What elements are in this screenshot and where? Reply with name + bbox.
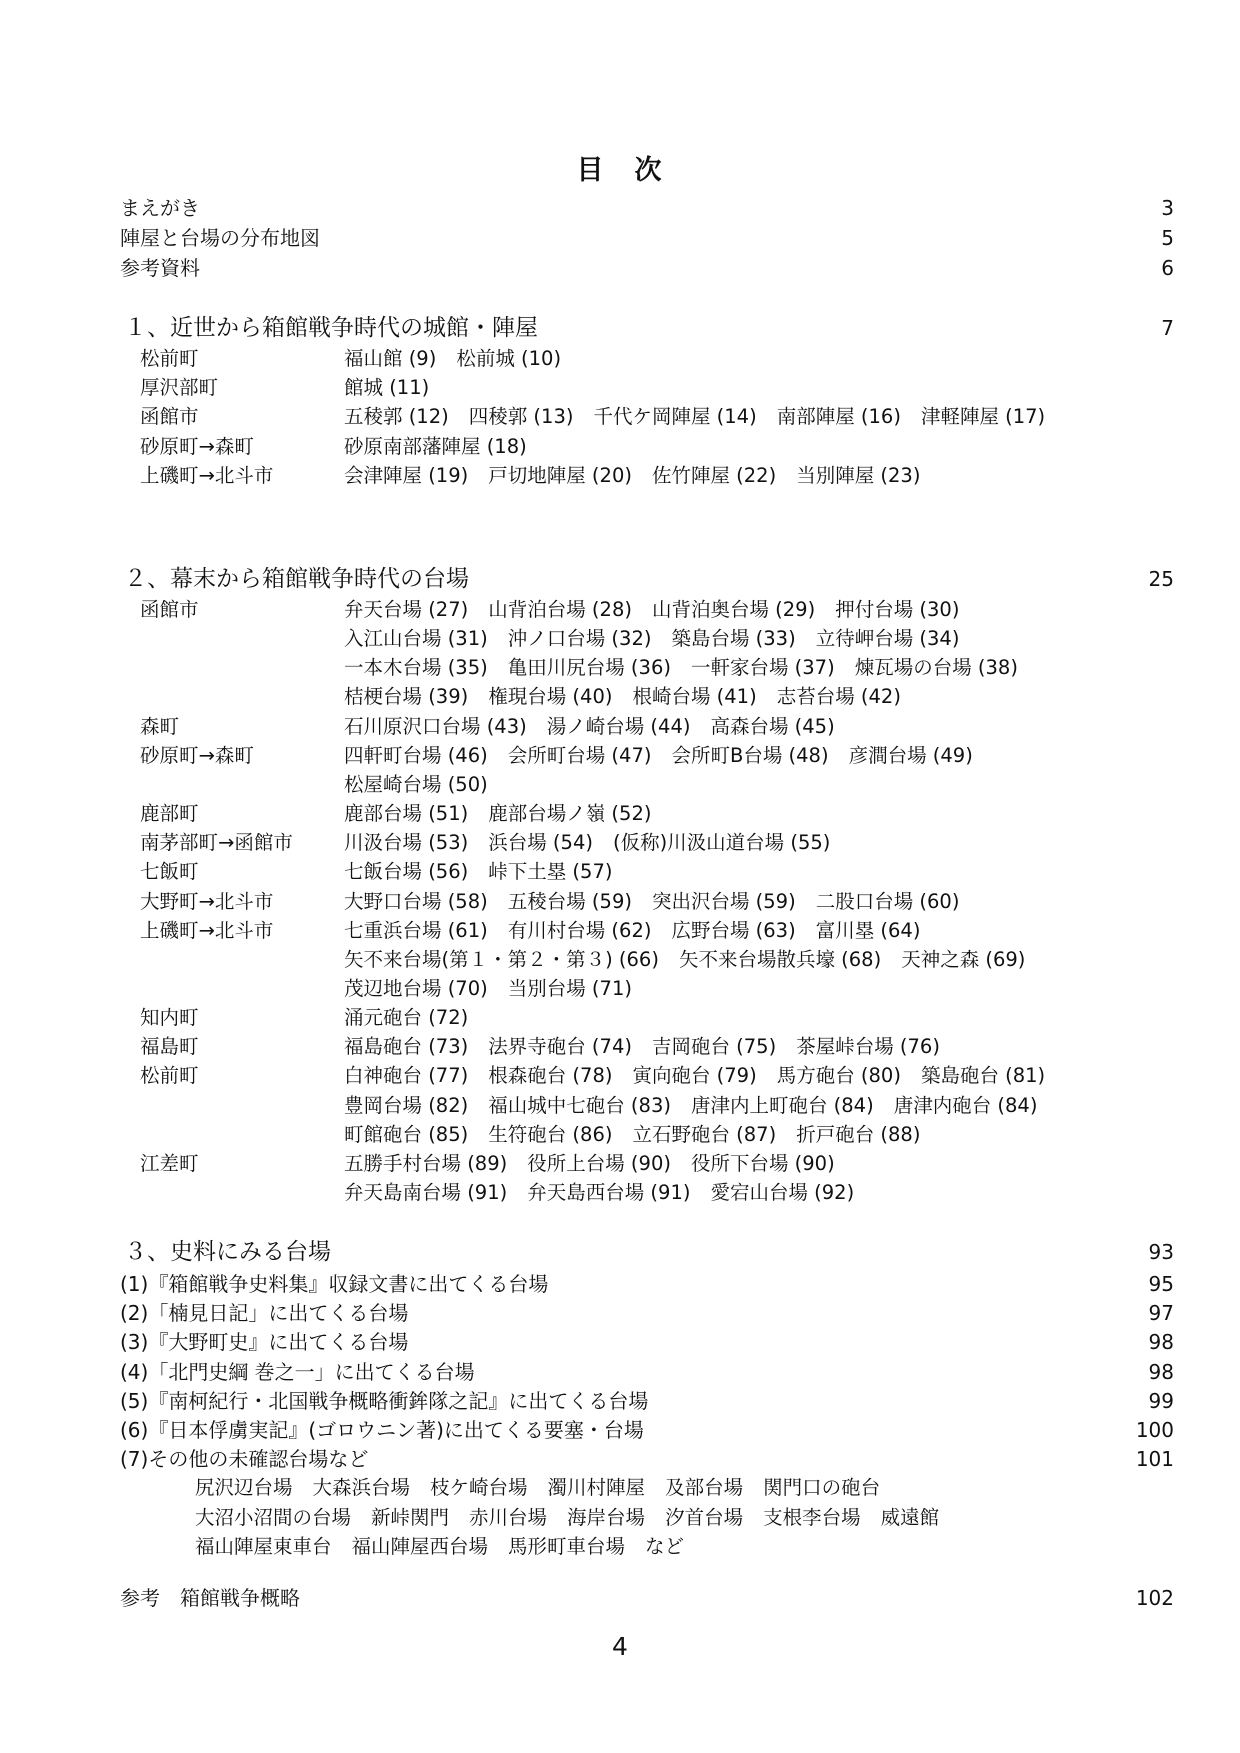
site-item: 町館砲台 (85): [344, 1122, 469, 1146]
site-item: 五稜台場 (59): [507, 889, 632, 913]
site-item: 富川塁 (64): [815, 918, 921, 942]
location-row: [0, 595, 1240, 624]
site-item: 茶屋峠台場 (76): [796, 1035, 940, 1059]
site-item: 戸切地陣屋 (20): [488, 463, 632, 487]
toc-entry: [120, 1386, 1240, 1416]
site-item: 押付台場 (30): [835, 598, 960, 621]
toc-entry-label: 陣屋と台場の分布地図: [120, 226, 320, 250]
location-row: [0, 770, 1240, 799]
location-row: [0, 799, 1240, 828]
site-item: 彦澗台場 (49): [848, 743, 973, 767]
section-heading-page: 7: [1161, 316, 1174, 340]
site-item: 沖ノ口台場 (32): [507, 627, 652, 651]
site-item: 一本木台場 (35): [344, 656, 488, 680]
site-item: 当別陣屋 (23): [796, 463, 921, 487]
site-item: 枝ケ崎台場: [430, 1476, 528, 1499]
site-item: 矢不来台場(第１・第２・第３) (66): [344, 947, 659, 971]
location-row: [0, 712, 1240, 741]
page-number: 4: [612, 1632, 628, 1661]
section-heading-page: 93: [1148, 1240, 1174, 1264]
site-item: 吉岡砲台 (75): [651, 1035, 777, 1059]
site-item: 千代ケ岡陣屋 (14): [593, 405, 757, 429]
site-list: [344, 653, 1018, 682]
site-item: 愛宕山台場 (92): [710, 1181, 855, 1204]
site-item: 威遠館: [880, 1505, 940, 1529]
toc-entry: [120, 1357, 1240, 1387]
site-list: [344, 402, 1045, 431]
site-list: [344, 1149, 835, 1178]
toc-entry-page: 95: [1148, 1272, 1174, 1296]
site-item: 築島砲台 (81): [920, 1064, 1046, 1088]
toc-entry-page: 6: [1161, 256, 1174, 280]
location-name: 鹿部町: [140, 802, 199, 826]
location-name: 大野町→北斗市: [140, 889, 274, 913]
site-item: 広野台場 (63): [671, 918, 796, 942]
site-item: 煉瓦場の台場 (38): [854, 656, 1018, 680]
site-list: [344, 712, 835, 741]
site-item: 新峠関門: [371, 1505, 450, 1529]
site-list: [344, 624, 959, 653]
site-list: [344, 974, 632, 1003]
site-item: 折戸砲台 (88): [796, 1122, 921, 1146]
site-list: [344, 595, 959, 624]
site-item: 一軒家台場 (37): [690, 656, 835, 680]
toc-entry-label: (3)『大野町史』に出てくる台場: [120, 1330, 409, 1355]
section-heading: [120, 562, 1240, 596]
site-item: 馬方砲台 (80): [776, 1064, 901, 1088]
toc-entry-page: 100: [1135, 1418, 1174, 1442]
location-row: [0, 461, 1240, 490]
toc-entry-label: 参考 箱館戦争概略: [120, 1586, 300, 1610]
location-row: [0, 653, 1240, 682]
site-item: 館城 (11): [344, 376, 430, 400]
toc-entry-page: 98: [1148, 1359, 1174, 1384]
site-item: 矢不来台場散兵壕 (68): [678, 947, 882, 971]
site-item: 大森浜台場: [312, 1476, 411, 1499]
site-item: 五稜郭 (12): [344, 405, 449, 429]
location-name: 函館市: [140, 598, 199, 621]
unconfirmed-sites-line: [195, 1503, 959, 1532]
site-item: 志苔台場 (42): [776, 685, 901, 709]
location-row: [0, 1032, 1240, 1061]
site-item: 福山陣屋西台場: [351, 1535, 489, 1558]
site-list: [344, 857, 612, 886]
toc-entry-page: 3: [1161, 196, 1174, 220]
site-item: 関門口の砲台: [763, 1476, 881, 1499]
site-item: 生符砲台 (86): [488, 1122, 613, 1146]
site-item: 津軽陣屋 (17): [920, 405, 1046, 429]
toc-entry-label: (4)「北門史綱 巻之一」に出てくる台場: [120, 1359, 475, 1384]
site-list: [344, 887, 959, 916]
location-row: [0, 741, 1240, 770]
location-row: [0, 916, 1240, 945]
location-row: [0, 1120, 1240, 1149]
site-item: 白神砲台 (77): [344, 1064, 469, 1088]
location-row: [0, 1149, 1240, 1178]
location-name: 上磯町→北斗市: [140, 918, 274, 942]
toc-entry: [120, 253, 1240, 283]
section-heading-page: 25: [1148, 567, 1174, 591]
site-list: [344, 916, 920, 945]
site-list: [344, 432, 527, 461]
location-name: 砂原町→森町: [140, 743, 254, 767]
site-item: 会所町B台場 (48): [671, 743, 829, 767]
location-row: [0, 432, 1240, 461]
site-item: 七重浜台場 (61): [344, 918, 488, 942]
location-row: [0, 945, 1240, 974]
site-list: [344, 1120, 920, 1149]
site-item: 役所下台場 (90): [690, 1151, 835, 1175]
site-item: 弁天島西台場 (91): [527, 1181, 691, 1204]
site-item: 馬形町車台場: [508, 1535, 626, 1558]
unconfirmed-sites-line: [195, 1532, 704, 1561]
location-name: 上磯町→北斗市: [140, 463, 274, 487]
site-list: [344, 770, 488, 799]
site-item: 四稜郭 (13): [468, 405, 574, 429]
site-item: 二股口台場 (60): [815, 889, 960, 913]
site-item: 亀田川尻台場 (36): [507, 656, 671, 680]
location-name: 函館市: [140, 405, 199, 429]
toc-entry-label: (7)その他の未確認台場など: [120, 1447, 369, 1472]
site-item: 浜台場 (54): [488, 831, 593, 855]
site-item: 石川原沢口台場 (43): [344, 714, 527, 738]
site-item: 佐竹陣屋 (22): [651, 463, 777, 487]
location-name: 砂原町→森町: [140, 434, 254, 458]
site-item: 大野口台場 (58): [344, 889, 488, 913]
location-row: [0, 1091, 1240, 1120]
toc-entry-label: (2)「楠見日記」に出てくる台場: [120, 1301, 409, 1326]
location-row: [0, 373, 1240, 402]
site-item: 唐津内砲台 (84): [893, 1093, 1038, 1117]
site-item: 入江山台場 (31): [344, 627, 488, 651]
toc-entry: [120, 1327, 1240, 1357]
location-row: [0, 828, 1240, 857]
location-row: [0, 402, 1240, 431]
site-list: [344, 741, 973, 770]
site-list: [344, 1003, 468, 1032]
site-item: 立石野砲台 (87): [632, 1122, 777, 1146]
site-item: 茂辺地台場 (70): [344, 976, 488, 1000]
site-item: 山背泊奥台場 (29): [651, 598, 816, 621]
toc-entry: [120, 1583, 1240, 1613]
toc-entry-label: 参考資料: [120, 256, 200, 280]
site-item: 立待岬台場 (34): [815, 627, 960, 651]
site-item: 福山城中七砲台 (83): [488, 1093, 671, 1117]
site-list: [344, 1061, 1045, 1090]
location-row: [0, 974, 1240, 1003]
site-item: 福島砲台 (73): [344, 1035, 469, 1059]
site-item: 弁天台場 (27): [344, 598, 469, 621]
site-item: 福山陣屋東車台: [195, 1535, 332, 1558]
site-item: 川汲台場 (53): [344, 831, 469, 855]
site-item: 海岸台場: [567, 1505, 646, 1529]
site-list: [344, 945, 1025, 974]
page-title: 目 次: [576, 155, 664, 186]
location-name: 江差町: [140, 1151, 199, 1175]
site-item: 赤川台場: [469, 1505, 548, 1529]
location-name: 松前町: [140, 1064, 199, 1088]
site-item: 松屋崎台場 (50): [344, 772, 488, 796]
location-row: [0, 857, 1240, 886]
site-item: (仮称)川汲山道台場 (55): [612, 831, 831, 855]
site-item: 松前城 (10): [456, 347, 562, 370]
section-heading-label: ３、史料にみる台場: [124, 1239, 331, 1265]
location-row: [0, 344, 1240, 373]
site-item: 涌元砲台 (72): [344, 1006, 469, 1030]
site-item: 桔梗台場 (39): [344, 685, 469, 709]
site-item: など: [645, 1535, 685, 1558]
site-item: 唐津内上町砲台 (84): [690, 1093, 874, 1117]
site-item: 根森砲台 (78): [488, 1064, 613, 1088]
site-list: [344, 799, 651, 828]
site-list: [344, 828, 830, 857]
site-item: 法界寺砲台 (74): [488, 1035, 632, 1059]
toc-entry-page: 97: [1148, 1301, 1174, 1326]
toc-entry: [120, 193, 1240, 223]
location-row: [0, 887, 1240, 916]
toc-entry-page: 102: [1135, 1586, 1174, 1610]
location-name: 松前町: [140, 347, 199, 370]
toc-entry-label: まえがき: [120, 196, 200, 220]
site-item: 権現台場 (40): [488, 685, 613, 709]
location-row: [0, 682, 1240, 711]
site-item: 天神之森 (69): [901, 947, 1026, 971]
site-item: 尻沢辺台場: [195, 1476, 293, 1499]
toc-entry-page: 5: [1161, 226, 1174, 250]
site-item: 豊岡台場 (82): [344, 1093, 469, 1117]
site-list: [344, 373, 429, 402]
location-name: 七飯町: [140, 860, 199, 884]
site-item: 突出沢台場 (59): [651, 889, 796, 913]
site-item: 五勝手村台場 (89): [344, 1151, 508, 1175]
location-row: [0, 624, 1240, 653]
site-item: 鹿部台場ノ嶺 (52): [488, 802, 652, 826]
toc-entry-label: (6)『日本俘虜実記』(ゴロウニン著)に出てくる要塞・台場: [120, 1418, 644, 1442]
site-list: [344, 1032, 940, 1061]
site-list: [344, 344, 561, 373]
site-item: 有川村台場 (62): [507, 918, 652, 942]
section-heading-label: １、近世から箱館戦争時代の城館・陣屋: [124, 315, 538, 341]
location-name: 福島町: [140, 1035, 199, 1059]
unconfirmed-sites-line: [195, 1473, 900, 1502]
site-item: 根崎台場 (41): [632, 685, 757, 709]
site-list: [344, 1178, 854, 1207]
site-item: 大沼小沼間の台場: [195, 1505, 352, 1529]
location-name: 南茅部町→函館市: [140, 831, 293, 855]
section-heading: [120, 311, 1240, 345]
site-item: 弁天島南台場 (91): [344, 1181, 508, 1204]
location-row: [0, 1003, 1240, 1032]
toc-entry-page: 101: [1135, 1447, 1174, 1472]
site-item: 山背泊台場 (28): [488, 598, 632, 621]
location-name: 厚沢部町: [140, 376, 219, 400]
site-item: 当別台場 (71): [507, 976, 632, 1000]
location-row: [0, 1178, 1240, 1207]
site-item: 四軒町台場 (46): [344, 743, 488, 767]
site-item: 会所町台場 (47): [507, 743, 652, 767]
site-item: 砂原南部藩陣屋 (18): [344, 434, 527, 458]
toc-entry-label: (1)『箱館戦争史料集』収録文書に出てくる台場: [120, 1272, 549, 1296]
site-item: 高森台場 (45): [710, 714, 835, 738]
site-list: [344, 682, 901, 711]
toc-entry-page: 98: [1148, 1330, 1174, 1355]
site-item: 汐首台場: [665, 1505, 744, 1529]
section-heading-label: ２、幕末から箱館戦争時代の台場: [124, 566, 469, 592]
site-item: 鹿部台場 (51): [344, 802, 469, 826]
site-item: 支根李台場: [763, 1505, 861, 1529]
toc-entry: [120, 1269, 1240, 1299]
toc-entry-page: 99: [1148, 1388, 1174, 1413]
site-item: 寅向砲台 (79): [632, 1064, 757, 1088]
toc-entry: [120, 1298, 1240, 1328]
site-item: 築島台場 (33): [671, 627, 796, 651]
site-item: 役所上台場 (90): [527, 1151, 671, 1175]
site-item: 福山館 (9): [344, 347, 437, 370]
toc-entry: [120, 1415, 1240, 1445]
site-item: 及部台場: [665, 1476, 744, 1499]
site-list: [344, 461, 920, 490]
site-item: 濁川村陣屋: [547, 1476, 646, 1499]
toc-entry: [120, 1444, 1240, 1474]
location-name: 森町: [140, 714, 180, 738]
site-item: 南部陣屋 (16): [776, 405, 901, 429]
site-item: 七飯台場 (56): [344, 860, 469, 884]
toc-entry-label: (5)『南柯紀行・北国戦争概略衝鉾隊之記』に出てくる台場: [120, 1388, 649, 1413]
site-item: 峠下土塁 (57): [488, 860, 613, 884]
section-heading: [120, 1235, 1240, 1269]
location-row: [0, 1061, 1240, 1090]
location-name: 知内町: [140, 1006, 199, 1030]
site-item: 会津陣屋 (19): [344, 463, 469, 487]
site-list: [344, 1091, 1037, 1120]
site-item: 湯ノ崎台場 (44): [546, 714, 691, 738]
toc-entry: [120, 223, 1240, 253]
